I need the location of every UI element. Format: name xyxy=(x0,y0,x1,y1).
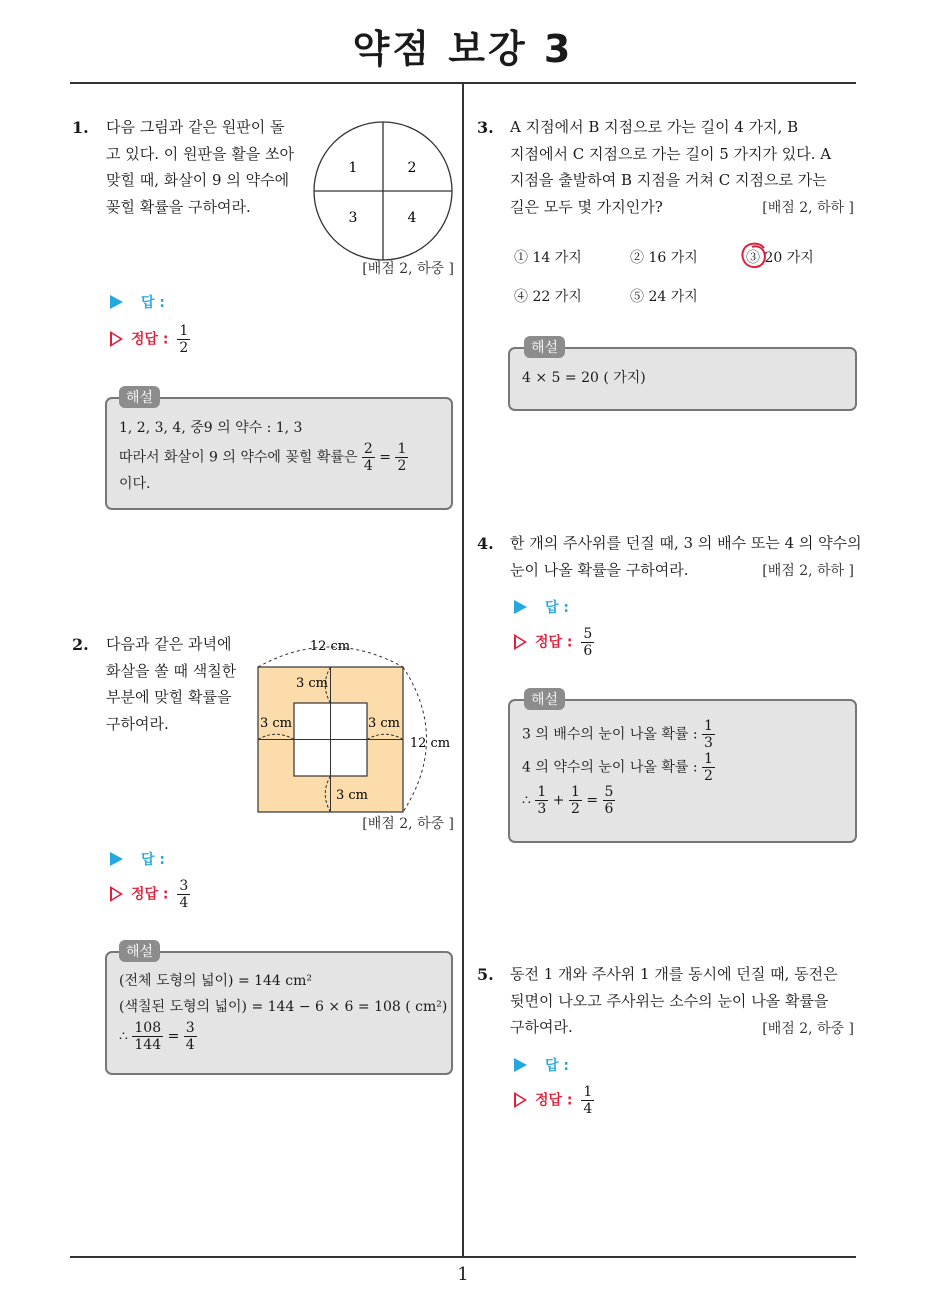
question-line: 길은 모두 몇 가지인가? xyxy=(510,197,663,216)
correct-label: 정답 : xyxy=(535,634,573,651)
play-icon xyxy=(110,852,123,866)
question-line: 구하여라. xyxy=(106,714,169,733)
dimension-label: 3 cm xyxy=(367,716,401,731)
question-number: 4. xyxy=(477,534,494,553)
correct-answer-row xyxy=(110,323,190,356)
explanation-line: 4 의 약수의 눈이 나올 확률 : $\frac{1}{2}$ xyxy=(522,751,713,784)
question-text xyxy=(106,114,294,220)
question-line: 한 개의 주사위를 던질 때, 3 의 배수 또는 4 의 약수의 xyxy=(510,534,862,552)
question-line: 뒷면이 나오고 주사위는 소수의 눈이 나올 확률을 xyxy=(510,991,829,1010)
question-line: 지점에서 C 지점으로 가는 길이 5 가지가 있다. A xyxy=(510,144,832,163)
question-line: 부분에 맞힐 확률을 xyxy=(106,688,232,706)
explanation-text xyxy=(119,415,449,497)
question-number: 2. xyxy=(72,635,89,654)
fraction: $\frac{1}{2}$ xyxy=(570,784,580,817)
explanation-label: 해설 xyxy=(119,386,160,408)
correct-fraction: $\frac{5}{6}$ xyxy=(583,626,593,659)
page-title: 약점 보강 3 xyxy=(352,27,574,71)
fraction: $\frac{1}{2}$ xyxy=(704,751,713,784)
question-line: 고 있다. 이 원판을 활을 쏘아 xyxy=(106,144,294,163)
disc-label: 3 xyxy=(348,210,358,226)
dimension-label: 12 cm xyxy=(409,736,451,751)
explanation-label: 해설 xyxy=(524,688,565,710)
explanation-text xyxy=(522,718,852,817)
explanation-line: 1, 2, 3, 4, 중9 의 약수 : 1, 3 xyxy=(119,420,303,436)
disc-label: 1 xyxy=(348,160,358,176)
target-figure xyxy=(250,632,455,822)
correct-fraction: $\frac{3}{4}$ xyxy=(179,878,189,911)
question-number: 3. xyxy=(477,118,494,137)
outline-play-icon xyxy=(110,331,123,347)
fraction: $\frac{108}{144}$ xyxy=(134,1020,162,1053)
dimension-label: 3 cm xyxy=(295,676,329,691)
play-icon xyxy=(514,1058,527,1072)
explanation-line: (색칠된 도형의 넓이) = 144 − 6 × 6 = 108 ( cm²) xyxy=(119,999,448,1015)
explanation-label: 해설 xyxy=(119,940,160,962)
question-line: A 지점에서 B 지점으로 가는 길이 4 가지, B xyxy=(510,118,799,136)
dimension-label: 3 cm xyxy=(335,788,369,803)
fraction: $\frac{1}{3}$ xyxy=(704,718,713,751)
correct-fraction: $\frac{1}{4}$ xyxy=(583,1084,593,1117)
page-number: 1 xyxy=(457,1264,469,1285)
choice-option-2[interactable]: ② 16 가지 xyxy=(630,250,698,266)
correct-label: 정답 : xyxy=(131,331,169,348)
column-divider xyxy=(462,82,464,1257)
question-line: 맞힐 때, 화살이 9 의 약수에 xyxy=(106,171,290,189)
explanation-line: (전체 도형의 넓이) = 144 cm² xyxy=(119,973,313,989)
dimension-label: 12 cm xyxy=(309,639,351,654)
play-icon xyxy=(514,600,527,614)
score-tag: [배점 2, 하하 ] xyxy=(762,200,854,216)
correct-answer-row xyxy=(110,878,190,911)
question-line: 동전 1 개와 주사위 1 개를 동시에 던질 때, 동전은 xyxy=(510,965,838,983)
score-tag: [배점 2, 하중 ] xyxy=(362,261,454,277)
score-tag: [배점 2, 하중 ] xyxy=(362,816,454,832)
question-line: 눈이 나올 확률을 구하여라. xyxy=(510,560,689,579)
fraction: $\frac{1}{2}$ xyxy=(397,441,407,474)
disc-label: 2 xyxy=(407,160,417,176)
score-tag: [배점 2, 하중 ] xyxy=(762,1021,854,1037)
choice-option-1[interactable]: ① 14 가지 xyxy=(514,250,582,266)
outline-play-icon xyxy=(110,886,123,902)
answer-row[interactable] xyxy=(514,597,569,617)
answer-row[interactable] xyxy=(110,849,165,869)
answer-label: 답 : xyxy=(141,295,165,311)
explanation-line: 3 의 배수의 눈이 나올 확률 : $\frac{1}{3}$ xyxy=(522,718,713,751)
correct-fraction: $\frac{1}{2}$ xyxy=(179,323,189,356)
choice-option-3[interactable]: ③ 20 가지 xyxy=(746,250,814,266)
spinning-disc-figure xyxy=(312,120,454,262)
explanation-text: 4 × 5 = 20 ( 가지) xyxy=(522,370,646,386)
outline-play-icon xyxy=(514,1092,527,1108)
fraction: $\frac{2}{4}$ xyxy=(363,441,373,474)
explanation-text xyxy=(119,968,449,1053)
answer-label: 답 : xyxy=(545,1058,569,1074)
explanation-line: ∴ $\frac{108}{144}$ = $\frac{3}{4}$ xyxy=(119,1020,195,1053)
choice-option-5[interactable]: ⑤ 24 가지 xyxy=(630,289,698,305)
explanation-line: 이다. xyxy=(119,476,151,492)
question-line: 다음과 같은 과녁에 xyxy=(106,635,232,653)
selected-mark-icon xyxy=(738,240,770,272)
question-line: 꽂힐 확률을 구하여라. xyxy=(106,197,251,216)
choice-option-4[interactable]: ④ 22 가지 xyxy=(514,289,582,305)
fraction: $\frac{1}{3}$ xyxy=(537,784,547,817)
question-line: 구하여라. xyxy=(510,1018,573,1036)
score-tag: [배점 2, 하하 ] xyxy=(762,563,854,579)
fraction: $\frac{3}{4}$ xyxy=(185,1020,195,1053)
dimension-label: 3 cm xyxy=(259,716,293,731)
question-line: 다음 그림과 같은 원판이 돌 xyxy=(106,118,285,136)
correct-answer-row xyxy=(514,1084,594,1117)
play-icon xyxy=(110,295,123,309)
correct-label: 정답 : xyxy=(131,886,169,903)
disc-label: 4 xyxy=(407,210,417,226)
explanation-line: 따라서 화살이 9 의 약수에 꽂힐 확률은 $\frac{2}{4}$ = $\frac{1}{2}$ xyxy=(119,441,407,474)
correct-answer-row xyxy=(514,626,594,659)
answer-row[interactable] xyxy=(110,292,165,312)
question-text xyxy=(106,631,236,737)
answer-label: 답 : xyxy=(141,852,165,868)
outline-play-icon xyxy=(514,634,527,650)
question-number: 5. xyxy=(477,965,494,984)
answer-label: 답 : xyxy=(545,600,569,616)
footer-rule xyxy=(70,1256,856,1258)
answer-row[interactable] xyxy=(514,1055,569,1075)
question-number: 1. xyxy=(72,118,89,137)
question-line: 화살을 쏠 때 색칠한 xyxy=(106,661,237,680)
question-line: 지점을 출발하여 B 지점을 거쳐 C 지점으로 가는 xyxy=(510,171,827,189)
explanation-label: 해설 xyxy=(524,336,565,358)
correct-label: 정답 : xyxy=(535,1092,573,1109)
explanation-line: ∴ $\frac{1}{3}$ + $\frac{1}{2}$ = $\frac{5}{6}$ xyxy=(522,784,614,817)
fraction: $\frac{5}{6}$ xyxy=(604,784,614,817)
